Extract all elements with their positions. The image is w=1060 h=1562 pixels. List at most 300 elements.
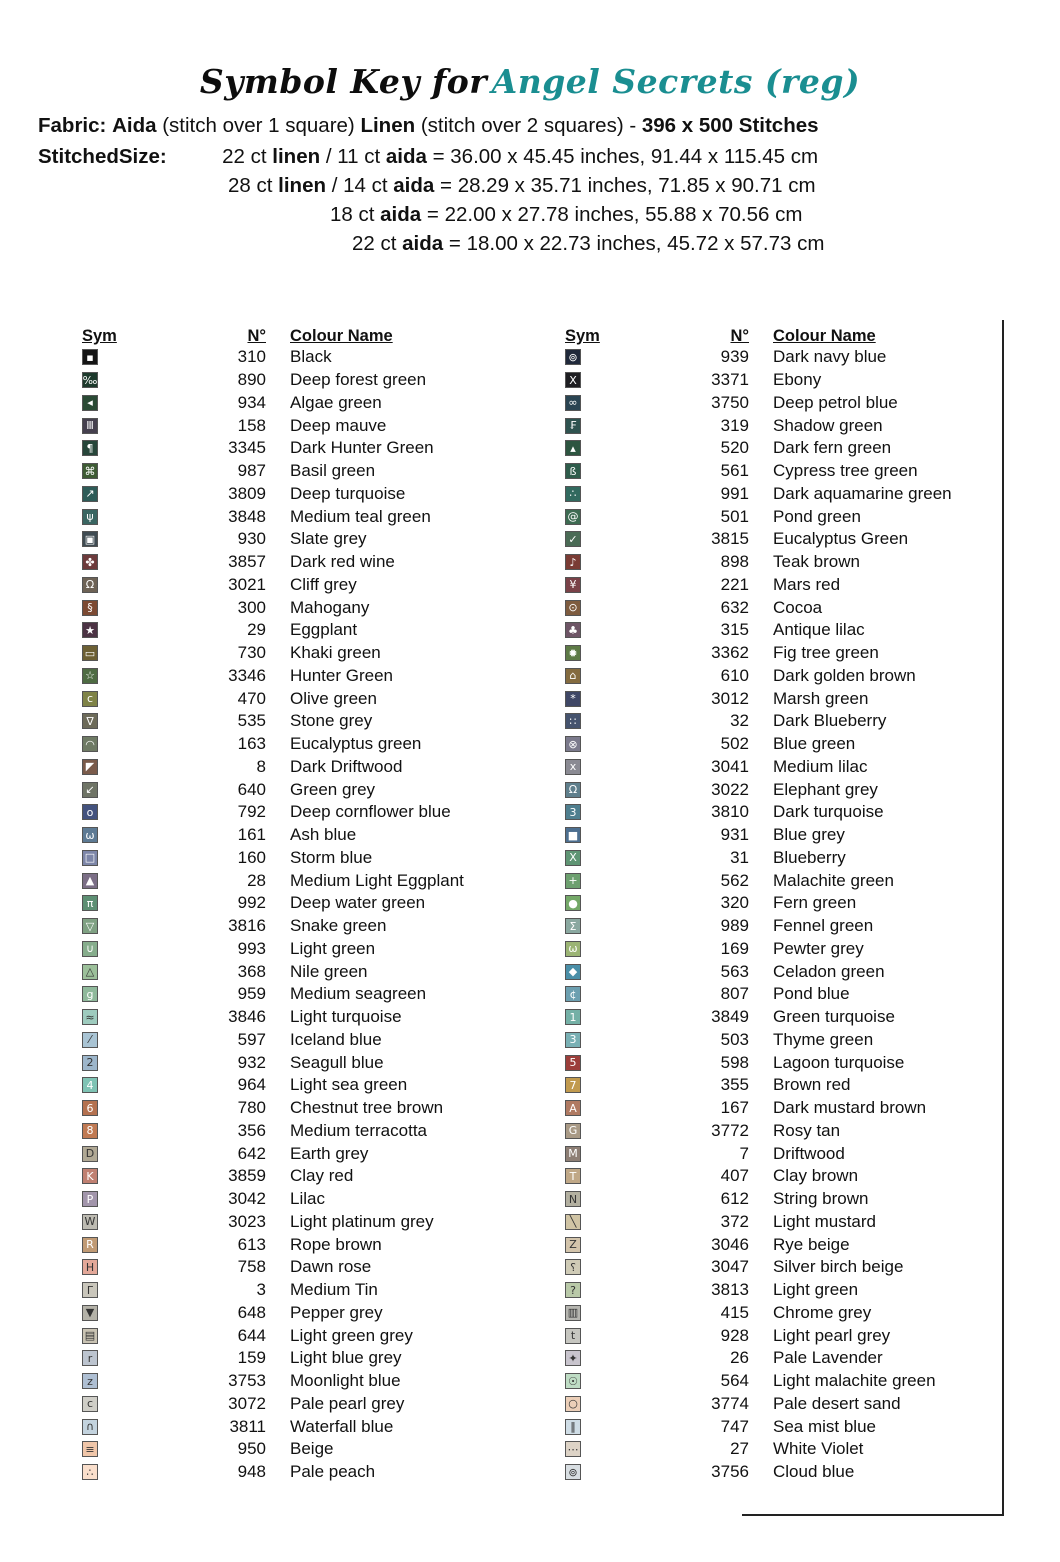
size1-eq: = [432,145,445,168]
colour-swatch-icon: ▴ [565,440,581,456]
header-num: N° [247,327,266,345]
dmc-number: 3021 [228,574,266,594]
dmc-number: 502 [720,734,749,754]
colour-swatch-icon: 1 [565,1009,581,1025]
colour-swatch-icon: 4 [82,1077,98,1093]
symbol-cell [565,1214,609,1230]
size1-count1: 22 ct [222,145,267,168]
colour-name: Eucalyptus Green [773,529,909,549]
dmc-number: 993 [237,938,266,958]
colour-swatch-icon: ▥ [565,1305,581,1321]
dmc-number: 3815 [711,529,749,549]
stitched-size-line-3 [0,200,1060,229]
colour-row [565,1256,1060,1279]
dmc-number: 3022 [711,779,749,799]
size2-sep: / [331,174,338,197]
dmc-number: 642 [237,1143,266,1163]
colour-name: Light malachite green [773,1371,936,1391]
dmc-number: 356 [237,1120,266,1140]
dmc-number: 355 [720,1075,749,1095]
symbol-cell [82,827,126,843]
colour-name: Deep mauve [290,415,387,435]
colour-row [565,1415,1060,1438]
dmc-number: 310 [237,347,266,367]
colour-name: White Violet [773,1439,864,1459]
colour-name: Deep water green [290,893,426,913]
colour-swatch-icon: 8 [82,1123,98,1139]
colour-name: Dark turquoise [773,802,884,822]
border-line-right [1002,320,1004,1516]
symbol-cell [82,1168,126,1184]
symbol-cell [565,827,609,843]
colour-swatch-icon: □ [82,850,98,866]
symbol-cell [82,531,126,547]
colour-row [565,1461,1060,1484]
colour-name: Chrome grey [773,1302,872,1322]
symbol-cell [565,395,609,411]
symbol-cell [565,1100,609,1116]
symbol-cell [82,1396,126,1412]
symbol-cell [565,1259,609,1275]
colour-swatch-icon: D [82,1146,98,1162]
colour-name: Light turquoise [290,1007,402,1027]
colour-name: Pond green [773,506,861,526]
colour-name: Brown red [773,1075,851,1095]
colour-row [82,1051,577,1074]
size4-eq: = [448,232,461,255]
dmc-number: 640 [237,779,266,799]
colour-name: Fig tree green [773,643,879,663]
size1-fabric1: linen [272,145,321,168]
colour-row [82,369,577,392]
colour-swatch-icon: ▼ [82,1305,98,1321]
symbol-cell [82,782,126,798]
colour-swatch-icon: x [565,759,581,775]
symbol-cell [565,418,609,434]
size1-sep: / [325,145,332,168]
symbol-cell [565,941,609,957]
colour-row [82,414,577,437]
colour-swatch-icon: ¢ [565,986,581,1002]
colour-name: Chestnut tree brown [290,1098,444,1118]
colour-swatch-icon: ✤ [82,554,98,570]
colour-row [82,892,577,915]
dmc-number: 3012 [711,688,749,708]
symbol-cell [565,918,609,934]
colour-name: Medium teal green [290,506,431,526]
colour-name: Fern green [773,893,857,913]
colour-swatch-icon: X [565,850,581,866]
colour-name: Ash blue [290,825,357,845]
symbol-cell [565,713,609,729]
dmc-number: 561 [720,461,749,481]
colour-row [82,847,577,870]
colour-row [82,551,577,574]
dmc-number: 3345 [228,438,266,458]
colour-swatch-icon: g [82,986,98,1002]
colour-name: Medium terracotta [290,1120,427,1140]
dmc-number: 987 [237,461,266,481]
colour-name: Mahogany [290,597,370,617]
dmc-number: 992 [237,893,266,913]
size1-cm: 91.44 x 115.45 cm [650,145,819,168]
symbol-cell [82,964,126,980]
colour-row [82,1006,577,1029]
colour-swatch-icon: Ω [565,782,581,798]
dmc-number: 948 [237,1462,266,1482]
dmc-number: 470 [237,688,266,708]
colour-swatch-icon: ∴ [565,486,581,502]
colour-swatch-icon: ▤ [82,1328,98,1344]
size4-count1: 22 ct [352,232,397,255]
colour-swatch-icon: M [565,1146,581,1162]
colour-swatch-icon: ✦ [565,1350,581,1366]
colour-name: Pewter grey [773,938,864,958]
dmc-number: 3046 [711,1234,749,1254]
symbol-cell [565,895,609,911]
symbol-cell [565,440,609,456]
dmc-number: 3072 [228,1393,266,1413]
colour-name: Medium seagreen [290,984,427,1004]
colour-row [565,528,1060,551]
colour-swatch-icon: ↗ [82,486,98,502]
dmc-number: 3 [256,1280,266,1300]
colour-swatch-icon: @ [565,509,581,525]
colour-swatch-icon: ‰ [82,373,98,387]
stitches-word: Stitches [738,114,819,137]
colour-name: Rosy tan [773,1120,841,1140]
colour-row [82,710,577,733]
colour-row [565,1029,1060,1052]
colour-name: Light sea green [290,1075,408,1095]
dmc-number: 3816 [228,916,266,936]
colour-name: Deep turquoise [290,483,406,503]
colour-row [565,551,1060,574]
colour-name: Olive green [290,688,377,708]
page-title [0,62,1060,101]
colour-swatch-icon: Ⅲ [82,418,98,434]
colour-name: Light green [290,938,376,958]
dmc-number: 3809 [228,483,266,503]
colour-swatch-icon: ✹ [565,645,581,661]
colour-swatch-icon: 3 [565,1032,581,1048]
colour-row [82,1347,577,1370]
symbol-cell [82,1419,126,1435]
dmc-number: 807 [720,984,749,1004]
symbol-cell [82,850,126,866]
colour-name: Eggplant [290,620,358,640]
dmc-number: 3774 [711,1393,749,1413]
symbol-cell [565,986,609,1002]
colour-name: Celadon green [773,961,885,981]
dmc-number: 320 [720,893,749,913]
colour-swatch-icon: ○ [565,1396,581,1412]
colour-swatch-icon: c [82,1396,98,1412]
symbol-cell [565,486,609,502]
dmc-number: 932 [237,1052,266,1072]
colour-name: Algae green [290,392,382,412]
symbol-cell [82,554,126,570]
colour-swatch-icon: ⸮ [565,1259,581,1275]
dmc-number: 520 [720,438,749,458]
colour-row [565,1393,1060,1416]
symbol-cell [565,736,609,752]
colour-swatch-icon: ⊚ [565,349,581,365]
size2-fabric2: aida [393,174,435,197]
colour-row [82,915,577,938]
size3-count1: 18 ct [330,203,375,226]
dmc-number: 3810 [711,802,749,822]
colour-swatch-icon: ∷ [565,713,581,729]
dmc-number: 368 [237,961,266,981]
column-header-left [82,324,577,346]
dmc-number: 991 [720,483,749,503]
colour-swatch-icon: ß [565,463,581,479]
colour-row [565,414,1060,437]
size3-cm: 55.88 x 70.56 cm [645,203,803,226]
symbol-cell [82,1441,126,1457]
dmc-number: 3849 [711,1007,749,1027]
colour-swatch-icon: § [82,600,98,616]
size4-cm: 45.72 x 57.73 cm [667,232,825,255]
colour-row [82,1279,577,1302]
colour-row [82,1097,577,1120]
colour-swatch-icon: Ω [82,577,98,593]
symbol-cell [82,440,126,456]
colour-name: Dark mustard brown [773,1098,927,1118]
colour-name: Malachite green [773,870,894,890]
colour-swatch-icon: ψ [82,509,98,525]
dmc-number: 415 [720,1302,749,1322]
dmc-number: 3756 [711,1462,749,1482]
dmc-number: 503 [720,1029,749,1049]
colour-swatch-icon: ⊙ [565,600,581,616]
size3-fabric1: aida [380,203,422,226]
colour-name: Eucalyptus green [290,734,422,754]
header-num: N° [730,327,749,345]
colour-row [82,1393,577,1416]
colour-name: Cliff grey [290,574,357,594]
symbol-cell [82,668,126,684]
dmc-number: 898 [720,552,749,572]
column-header-right [565,324,1060,346]
symbol-cell [82,736,126,752]
colour-name: Light platinum grey [290,1211,434,1231]
colour-name: Deep petrol blue [773,392,898,412]
colour-row [82,687,577,710]
colour-row [565,1279,1060,1302]
colour-name: Dark Blueberry [773,711,887,731]
header-sym: Sym [565,327,600,345]
fabric-linen: Linen [360,114,416,137]
colour-name: Deep cornflower blue [290,802,451,822]
symbol-cell [82,509,126,525]
colour-name: Driftwood [773,1143,845,1163]
colour-swatch-icon: ¥ [565,577,581,593]
colour-swatch-icon: 6 [82,1100,98,1116]
colour-swatch-icon: ✓ [565,531,581,547]
colour-swatch-icon: ▲ [82,873,98,889]
symbol-cell [82,1032,126,1048]
colour-row [82,1233,577,1256]
dmc-number: 3371 [711,370,749,390]
dmc-number: 3753 [228,1371,266,1391]
stitch-count: 396 x 500 [641,114,734,137]
dmc-number: 3848 [228,506,266,526]
symbol-cell [82,1350,126,1366]
colour-name: Stone grey [290,711,373,731]
colour-row [82,505,577,528]
colour-swatch-icon: 2 [82,1055,98,1071]
size1-fabric2: aida [385,145,427,168]
colour-name: Iceland blue [290,1029,382,1049]
colour-name: Light mustard [773,1211,876,1231]
symbol-cell [82,1282,126,1298]
dmc-number: 26 [730,1348,749,1368]
colour-row [82,801,577,824]
colour-row [82,1370,577,1393]
colour-row [82,1211,577,1234]
colour-row [565,983,1060,1006]
dmc-number: 319 [720,415,749,435]
colour-name: Light green grey [290,1325,413,1345]
dmc-number: 597 [237,1029,266,1049]
dmc-number: 3042 [228,1189,266,1209]
fabric-line [0,111,1060,140]
dmc-number: 928 [720,1325,749,1345]
colour-name: Basil green [290,461,376,481]
colour-row [82,665,577,688]
colour-swatch-icon: z [82,1373,98,1389]
colour-swatch-icon: W [82,1214,98,1230]
symbol-cell [82,600,126,616]
dmc-number: 3857 [228,552,266,572]
colour-row [82,1120,577,1143]
colour-row [82,1165,577,1188]
colour-row [565,1074,1060,1097]
symbol-cell [565,1191,609,1207]
colour-row [565,619,1060,642]
header-colour-name: Colour Name [773,327,876,345]
symbol-cell [82,577,126,593]
symbol-cell [82,1464,126,1480]
colour-name: Snake green [290,916,387,936]
symbol-cell [565,668,609,684]
colour-swatch-icon: ★ [82,622,98,638]
dmc-number: 792 [237,802,266,822]
colour-swatch-icon: ◤ [82,759,98,775]
colour-swatch-icon: ▭ [82,645,98,661]
dmc-number: 964 [237,1075,266,1095]
colour-row [565,1370,1060,1393]
symbol-cell [565,1009,609,1025]
colour-row [565,1120,1060,1143]
colour-swatch-icon: ≡ [82,1441,98,1457]
colour-row [565,1165,1060,1188]
symbol-cell [565,1305,609,1321]
dmc-number: 158 [237,415,266,435]
size2-inches: 28.29 x 35.71 inches, [457,174,653,197]
header-sym: Sym [82,327,117,345]
dmc-number: 163 [237,734,266,754]
symbol-cell [82,1259,126,1275]
colour-row [82,1302,577,1325]
colour-row [82,596,577,619]
dmc-number: 3859 [228,1166,266,1186]
symbol-cell [565,1441,609,1457]
colour-name: Dark navy blue [773,347,887,367]
colour-swatch-icon: ▣ [82,531,98,547]
symbol-cell [565,1419,609,1435]
symbol-cell [565,1055,609,1071]
symbol-cell [565,782,609,798]
colour-swatch-icon: ⁄ [82,1032,98,1048]
colour-row [565,1233,1060,1256]
colour-swatch-icon: ◂ [82,395,98,411]
symbol-cell [82,1191,126,1207]
colour-row [82,1188,577,1211]
dmc-number: 598 [720,1052,749,1072]
colour-row [565,574,1060,597]
colour-row [565,642,1060,665]
colour-swatch-icon: K [82,1168,98,1184]
colour-name: Dark fern green [773,438,892,458]
colour-rows-left [82,346,577,1484]
colour-row [565,460,1060,483]
colour-swatch-icon: ☆ [82,668,98,684]
symbol-cell [82,1237,126,1253]
colour-row [565,869,1060,892]
colour-name: Slate grey [290,529,367,549]
symbol-cell [82,691,126,707]
symbol-cell [565,1464,609,1480]
dmc-number: 950 [237,1439,266,1459]
colour-name: Pond blue [773,984,850,1004]
fabric-info-block [0,111,1060,258]
colour-swatch-icon: R [82,1237,98,1253]
colour-row [565,847,1060,870]
symbol-cell [82,645,126,661]
size2-cm: 71.85 x 90.71 cm [658,174,816,197]
colour-name: Clay red [290,1166,354,1186]
colour-name: Cypress tree green [773,461,918,481]
colour-row [82,619,577,642]
colour-row [82,1029,577,1052]
colour-row [565,710,1060,733]
colour-row [82,778,577,801]
dmc-number: 372 [720,1211,749,1231]
symbol-cell [565,691,609,707]
dmc-number: 31 [730,847,749,867]
colour-name: Elephant grey [773,779,878,799]
colour-row [565,1006,1060,1029]
dmc-number: 564 [720,1371,749,1391]
colour-row [565,369,1060,392]
dmc-number: 780 [237,1098,266,1118]
dmc-number: 934 [237,392,266,412]
colour-swatch-icon: ◠ [82,736,98,752]
colour-swatch-icon: 3 [565,804,581,820]
symbol-cell [82,918,126,934]
stitched-size-line-4 [0,229,1060,258]
colour-row [565,687,1060,710]
dmc-number: 32 [730,711,749,731]
colour-row [565,1211,1060,1234]
colour-swatch-icon: H [82,1259,98,1275]
colour-key-column-right [565,324,1060,1484]
colour-row [565,1188,1060,1211]
colour-name: Nile green [290,961,368,981]
